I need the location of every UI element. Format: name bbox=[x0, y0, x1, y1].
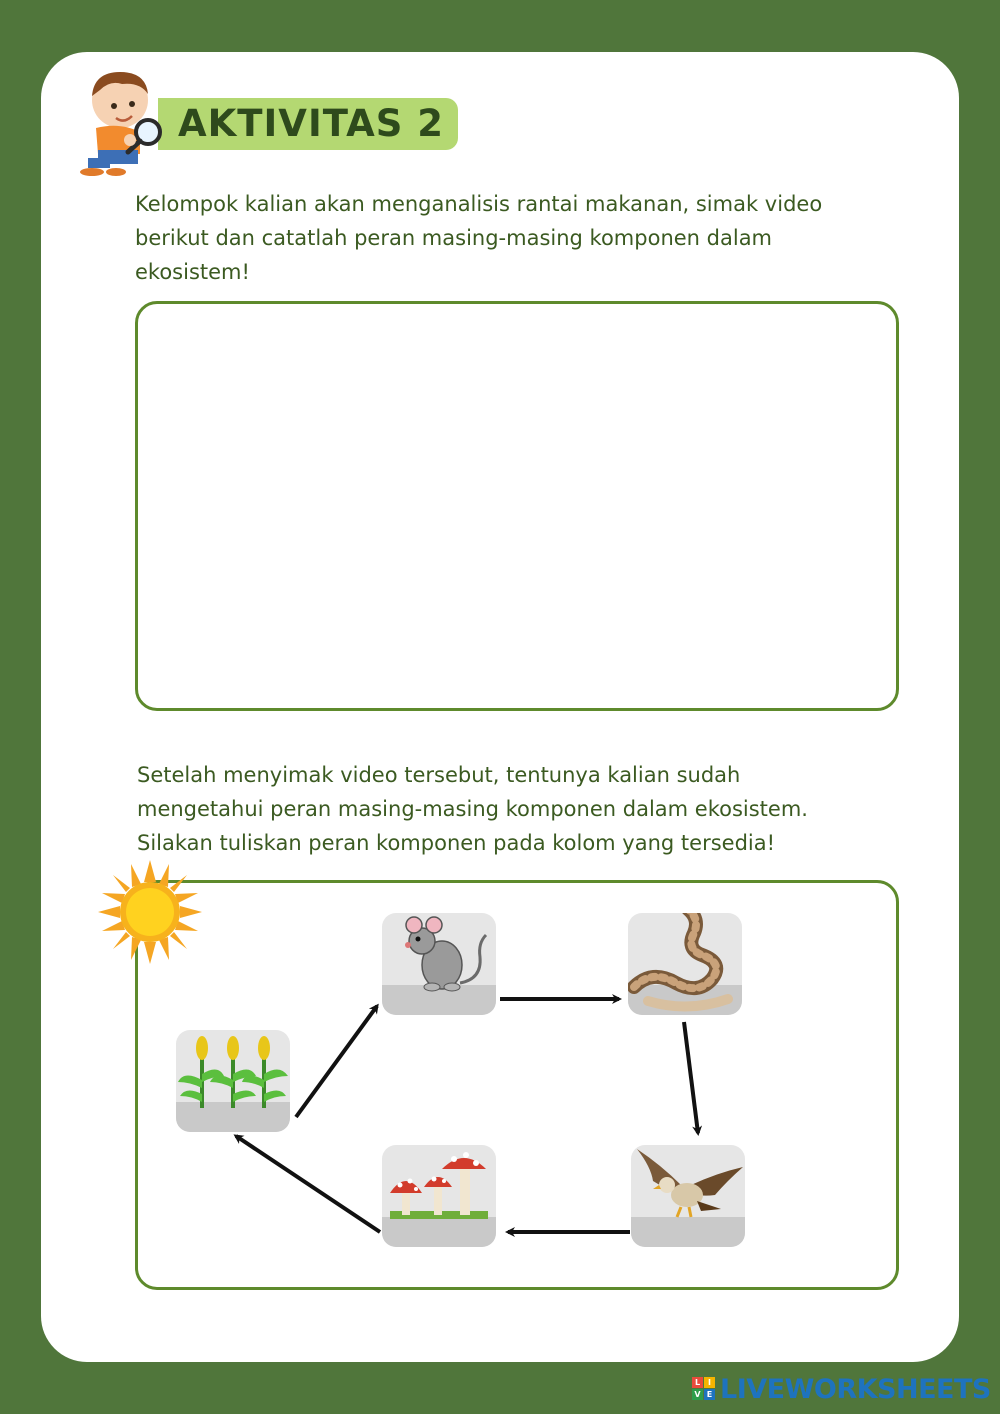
eagle-card[interactable] bbox=[631, 1145, 745, 1247]
kid-magnifier-icon bbox=[70, 66, 170, 178]
page-title: AKTIVITAS 2 bbox=[178, 102, 444, 145]
video-notes-box[interactable] bbox=[135, 301, 899, 711]
instruction-text-1: Kelompok kalian akan menganalisis rantai makanan, simak video berikut dan catatlah peran masing-masing komponen dalam ekosistem! bbox=[135, 192, 823, 284]
mouse-icon bbox=[382, 913, 496, 1015]
brand-text: LIVEWORKSHEETS bbox=[720, 1373, 991, 1405]
snake-card[interactable] bbox=[628, 913, 742, 1015]
liveworksheets-watermark bbox=[692, 1373, 991, 1405]
plant-card[interactable] bbox=[176, 1030, 290, 1132]
liveworksheets-logo-icon: L I V E bbox=[692, 1377, 716, 1401]
instruction-text-2: Setelah menyimak video tersebut, tentunya kalian sudah mengetahui peran masing-masing komponen dalam ekosistem. Silakan tuliskan peran komponen pada kolom yang tersedia! bbox=[137, 763, 808, 855]
sun-icon bbox=[98, 860, 202, 964]
mushroom-icon bbox=[382, 1145, 496, 1247]
eagle-icon bbox=[631, 1145, 745, 1247]
mouse-card[interactable] bbox=[382, 913, 496, 1015]
snake-icon bbox=[628, 913, 742, 1015]
plant-icon bbox=[176, 1030, 290, 1132]
mushroom-card[interactable] bbox=[382, 1145, 496, 1247]
